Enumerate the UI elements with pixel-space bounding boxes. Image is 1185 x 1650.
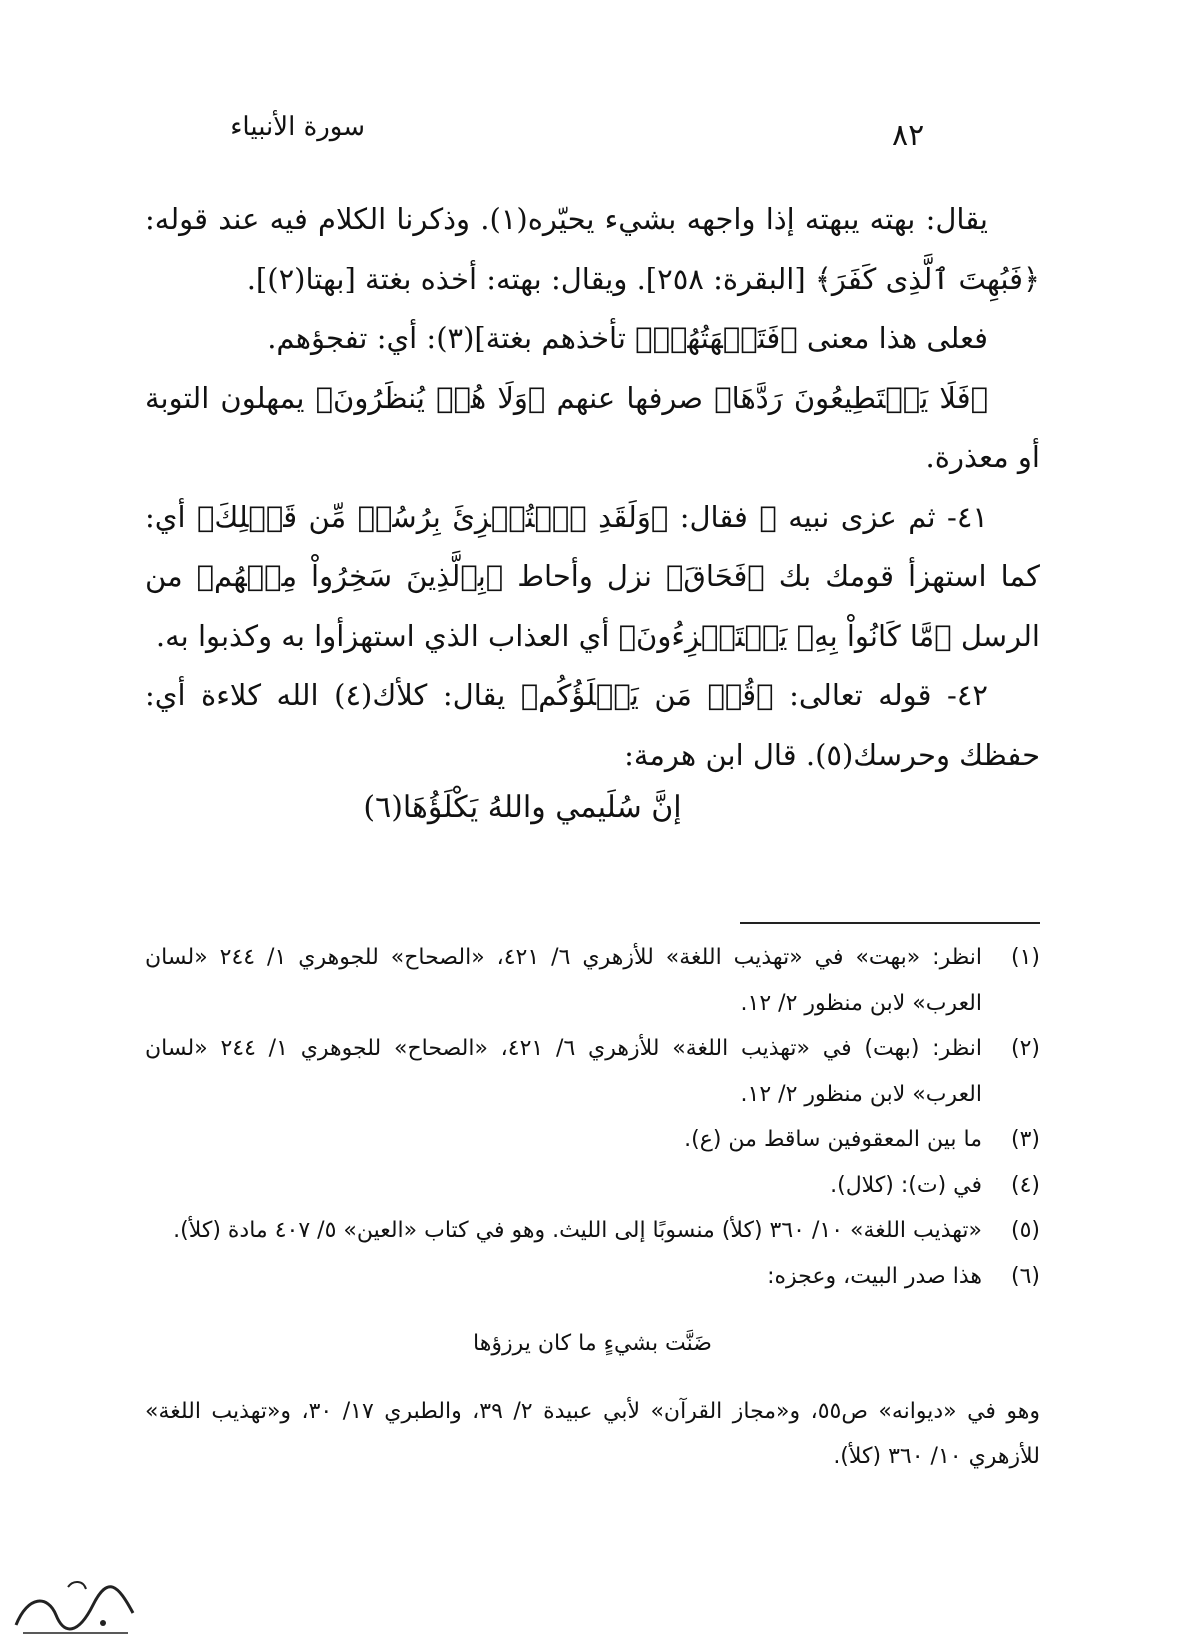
footnote-text: ما بين المعقوفين ساقط من (ع).	[684, 1127, 982, 1152]
footnote-tail: وهو في «ديوانه» ص٥٥، و«مجاز القرآن» لأبي عبيدة ٢/ ٣٩، والطبري ١٧/ ٣٠، و«تهذيب اللغة» للأزهري ١٠/ ٣٦٠ (كلأ).	[145, 1398, 1040, 1469]
footnote-text: هذا صدر البيت، وعجزه:	[767, 1263, 982, 1289]
footnote	[145, 1254, 1040, 1300]
footnote-number: (٤)	[1010, 1172, 1040, 1198]
paragraph: ٤٢- قوله تعالى: ﴿قُلۡ مَن يَكۡلَؤُكُم﴾ يقال: كلأك(٤) الله كلاءة أي: حفظك وحرسك(٥). قال ابن هرمة:	[145, 678, 1040, 772]
footnote	[145, 935, 1040, 1026]
footnote-number: (٥)	[1010, 1218, 1040, 1243]
footnotes	[145, 935, 1040, 1480]
surah-title: سورة الأنبياء	[230, 112, 365, 142]
page-number: ٨٢	[892, 118, 925, 153]
publisher-logo	[8, 1575, 143, 1645]
footnote-text: «تهذيب اللغة» ١٠/ ٣٦٠ (كلأ) منسوبًا إلى الليث. وهو في كتاب «العين» ٥/ ٤٠٧ مادة (كلأ).	[173, 1218, 982, 1243]
footnote-text: في (ت): (كلال).	[830, 1172, 982, 1198]
footnote-verse: ضَنَّت بشيءٍ ما كان يرزؤها	[473, 1331, 712, 1356]
footnote-number: (٣)	[1010, 1127, 1040, 1152]
footnote-text: انظر: (بهت) في «تهذيب اللغة» للأزهري ٦/ ٤٢١، «الصحاح» للجوهري ١/ ٢٤٤ «لسان العرب» لابن منظور ٢/ ١٢.	[145, 1036, 983, 1107]
paragraph: ﴿فَلَا يَسۡتَطِيعُونَ رَدَّهَا﴾ صرفها عنهم ﴿وَلَا هُمۡ يُنظَرُونَ﴾ يمهلون التوبة أو معذرة.	[145, 380, 1040, 474]
footnote-separator	[740, 922, 1040, 924]
paragraph: فعلى هذا معنى ﴿فَتَبۡهَتُهُمۡ﴾ تأخذهم بغتة](٣): أي: تفجؤهم.	[267, 321, 988, 355]
footnote	[145, 1208, 1040, 1254]
footnote-text: انظر: «بهت» في «تهذيب اللغة» للأزهري ٦/ ٤٢١، «الصحاح» للجوهري ١/ ٢٤٤ «لسان العرب» لابن منظور ٢/ ١٢.	[145, 945, 983, 1016]
poetry-verse: إنَّ سُلَيمي واللهُ يَكْلَؤُهَا(٦)	[363, 790, 682, 825]
footnote-number: (٦)	[1010, 1263, 1040, 1289]
footnote-number: (٢)	[1010, 1036, 1040, 1061]
paragraph: يقال: بهته يبهته إذا واجهه بشيء يحيّره(١). وذكرنا الكلام فيه عند قوله: ﴿فَبُهِتَ ٱلَّذِى كَفَرَ﴾ [البقرة: ٢٥٨]. ويقال: بهته: أخذه بغتة [بهتا(٢)].	[145, 202, 1040, 296]
footnote-number: (١)	[1010, 945, 1040, 970]
footnote	[145, 1163, 1040, 1209]
footnote	[145, 1117, 1040, 1163]
footnote	[145, 1026, 1040, 1117]
main-text	[145, 190, 1040, 831]
paragraph: ٤١- ثم عزى نبيه ﷺ فقال: ﴿وَلَقَدِ ٱسۡتُهۡزِئَ بِرُسُلٖ مِّن قَبۡلِكَ﴾ أي: كما استهزأ قومك بك ﴿فَحَاقَ﴾ نزل وأحاط ﴿بِٱلَّذِينَ سَخِرُواْ مِنۡهُم﴾ من الرسل ﴿مَّا كَانُواْ بِهِۦ يَسۡتَهۡزِءُونَ﴾ أي العذاب الذي استهزأوا به وكذبوا به.	[145, 499, 1040, 653]
